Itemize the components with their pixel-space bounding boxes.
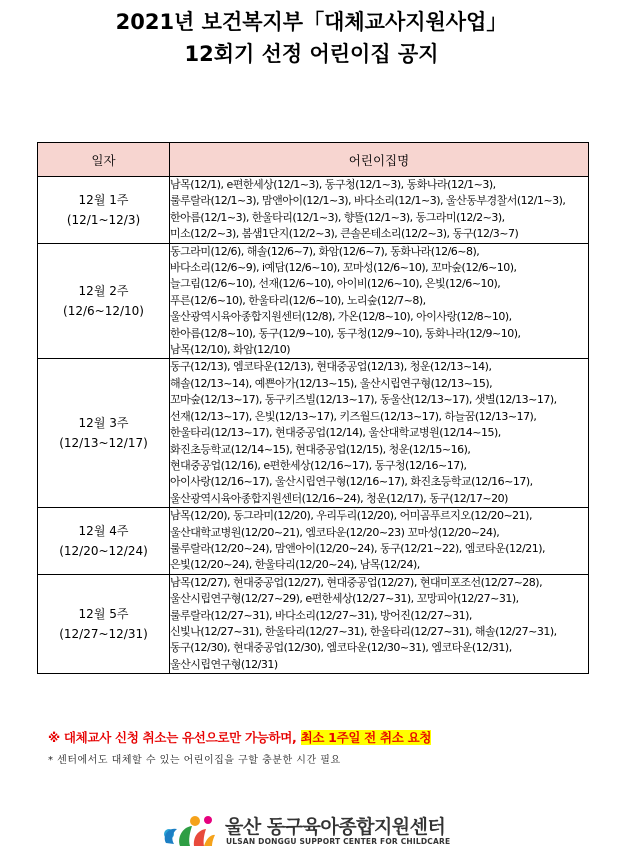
week-range: (12/1~12/3) — [66, 212, 141, 227]
table-header-row — [38, 143, 589, 177]
center-list-line: 바다소리(12/6~9), i예담(12/6~10), 꼬마성(12/6~10), 꼬마숲(12/6~10), — [170, 261, 517, 275]
center-list-line: 한울타리(12/13~17), 현대중공업(12/14), 울산대학교병원(12/14~15), — [170, 426, 501, 440]
page-title-line1: 2021년 보건복지부「대체교사지원사업」 — [115, 10, 508, 34]
center-list-line: 선재(12/13~17), 은빛(12/13~17), 키즈월드(12/13~17), 하늘꿈(12/13~17), — [170, 409, 537, 423]
center-list-line: 남목(12/10), 화암(12/10) — [170, 343, 291, 357]
center-list-line: 울산시립연구형(12/27~29), e편한세상(12/27~31), 꼬망피아(12/27~31), — [170, 592, 519, 606]
week-range: (12/27~12/31) — [59, 626, 148, 641]
week-label: 12월 3주 — [78, 416, 129, 431]
center-list-line: 한아름(12/8~10), 동구(12/9~10), 동구청(12/9~10), 동화나라(12/9~10), — [170, 326, 521, 340]
center-list-line: 울산광역시육아종합지원센터(12/8), 가온(12/8~10), 아이사랑(12/8~10), — [170, 310, 512, 324]
center-list-line: 꼬마숲(12/13~17), 동구키즈빌(12/13~17), 동울산(12/13~17), 샛별(12/13~17), — [170, 393, 557, 407]
week-range: (12/13~12/17) — [59, 436, 148, 451]
week-cell — [38, 574, 170, 673]
center-list-line: 남목(12/20), 동그라미(12/20), 우리두리(12/20), 어미곰푸르지오(12/20~21), — [170, 509, 532, 523]
center-list-line: 한아름(12/1~3), 한울타리(12/1~3), 향뜰(12/1~3), 동그라미(12/2~3), — [170, 210, 505, 224]
week-label: 12월 2주 — [78, 284, 129, 299]
cancel-notice — [48, 728, 431, 746]
org-name-en: ULSAN DONGGU SUPPORT CENTER FOR CHILDCARE — [226, 837, 451, 846]
page-title-line2: 12회기 선정 어린이집 공지 — [184, 42, 439, 66]
center-list-line: 울산광역시육아종합지원센터(12/16~24), 청운(12/17), 동구(12/17~20) — [170, 491, 508, 505]
center-list-line: 남목(12/27), 현대중공업(12/27), 현대중공업(12/27), 현대미포조선(12/27~28), — [170, 575, 543, 589]
center-list-line: 현대중공업(12/16), e편한세상(12/16~17), 동구청(12/16~17), — [170, 458, 467, 472]
center-list-line: 미소(12/2~3), 봄샘1단지(12/2~3), 큰솔몬테소리(12/2~3), 동구(12/3~7) — [170, 227, 519, 241]
header-date: 일자 — [38, 143, 170, 177]
center-list-line: 푸른(12/6~10), 한울타리(12/6~10), 노리숲(12/7~8), — [170, 293, 426, 307]
table-row — [38, 574, 589, 673]
centers-cell — [170, 508, 589, 575]
center-list-line: 울산시립연구형(12/31) — [170, 657, 278, 671]
org-name-kr: 울산 동구육아종합지원센터 — [225, 816, 446, 838]
center-list-line: 룰루랄라(12/1~3), 맘앤아이(12/1~3), 바다소리(12/1~3), 울산동부경찰서(12/1~3), — [170, 194, 566, 208]
week-range: (12/6~12/10) — [63, 304, 144, 319]
table-row — [38, 508, 589, 575]
week-cell — [38, 177, 170, 244]
table-row — [38, 359, 589, 508]
center-list-line: 룰루랄라(12/27~31), 바다소리(12/27~31), 방어진(12/27~31), — [170, 608, 472, 622]
center-list-line: 남목(12/1), e편한세상(12/1~3), 동구청(12/1~3), 동화나라(12/1~3), — [170, 178, 496, 191]
sub-notice: * 센터에서도 대체할 수 있는 어린이집을 구할 충분한 시간 필요 — [48, 755, 341, 766]
footer — [160, 810, 490, 850]
center-list-line: 울산대학교병원(12/20~21), 엠코타운(12/20~23) 꼬마성(12/20~24), — [170, 525, 500, 539]
center-list-line: 동구(12/13), 엠코타운(12/13), 현대중공업(12/13), 청운(12/13~14), — [170, 360, 492, 374]
centers-cell — [170, 243, 589, 359]
center-list-line: 신빛나(12/27~31), 한울타리(12/27~31), 한울타리(12/27~31), 해솔(12/27~31), — [170, 624, 557, 638]
cancel-notice-text: ※ 대체교사 신청 취소는 유선으로만 가능하며, — [48, 730, 301, 745]
table-row — [38, 243, 589, 359]
week-range: (12/20~12/24) — [59, 543, 148, 558]
center-logo-icon — [160, 810, 216, 850]
table-row — [38, 177, 589, 244]
center-list-line: 아이사랑(12/16~17), 울산시립연구형(12/16~17), 화진초등학교(12/16~17), — [170, 475, 533, 489]
center-list-line: 동그라미(12/6), 해솔(12/6~7), 화암(12/6~7), 동화나라(12/6~8), — [170, 244, 480, 258]
center-list-line: 은빛(12/20~24), 한울타리(12/20~24), 남목(12/24), — [170, 558, 420, 572]
week-cell — [38, 359, 170, 508]
center-list-line: 룰루랄라(12/20~24), 맘앤아이(12/20~24), 동구(12/21~22), 엠코타운(12/21), — [170, 541, 546, 555]
header-centers: 어린이집명 — [170, 143, 589, 177]
week-label: 12월 4주 — [78, 523, 129, 538]
schedule-table — [37, 142, 589, 674]
centers-cell — [170, 359, 589, 508]
cancel-notice-highlight: 최소 1주일 전 취소 요청 — [300, 730, 432, 745]
centers-cell — [170, 574, 589, 673]
week-cell — [38, 508, 170, 575]
center-list-line: 해솔(12/13~14), 예쁜아가(12/13~15), 울산시립연구형(12/13~15), — [170, 376, 493, 390]
centers-cell — [170, 177, 589, 244]
center-list-line: 동구(12/30), 현대중공업(12/30), 엠코타운(12/30~31), 엠코타운(12/31), — [170, 641, 512, 655]
week-label: 12월 1주 — [78, 192, 129, 207]
center-list-line: 늘그림(12/6~10), 선재(12/6~10), 아이비(12/6~10), 은빛(12/6~10), — [170, 277, 501, 291]
center-list-line: 화진초등학교(12/14~15), 현대중공업(12/15), 청운(12/15~16), — [170, 442, 471, 456]
week-label: 12월 5주 — [78, 606, 129, 621]
week-cell — [38, 243, 170, 359]
